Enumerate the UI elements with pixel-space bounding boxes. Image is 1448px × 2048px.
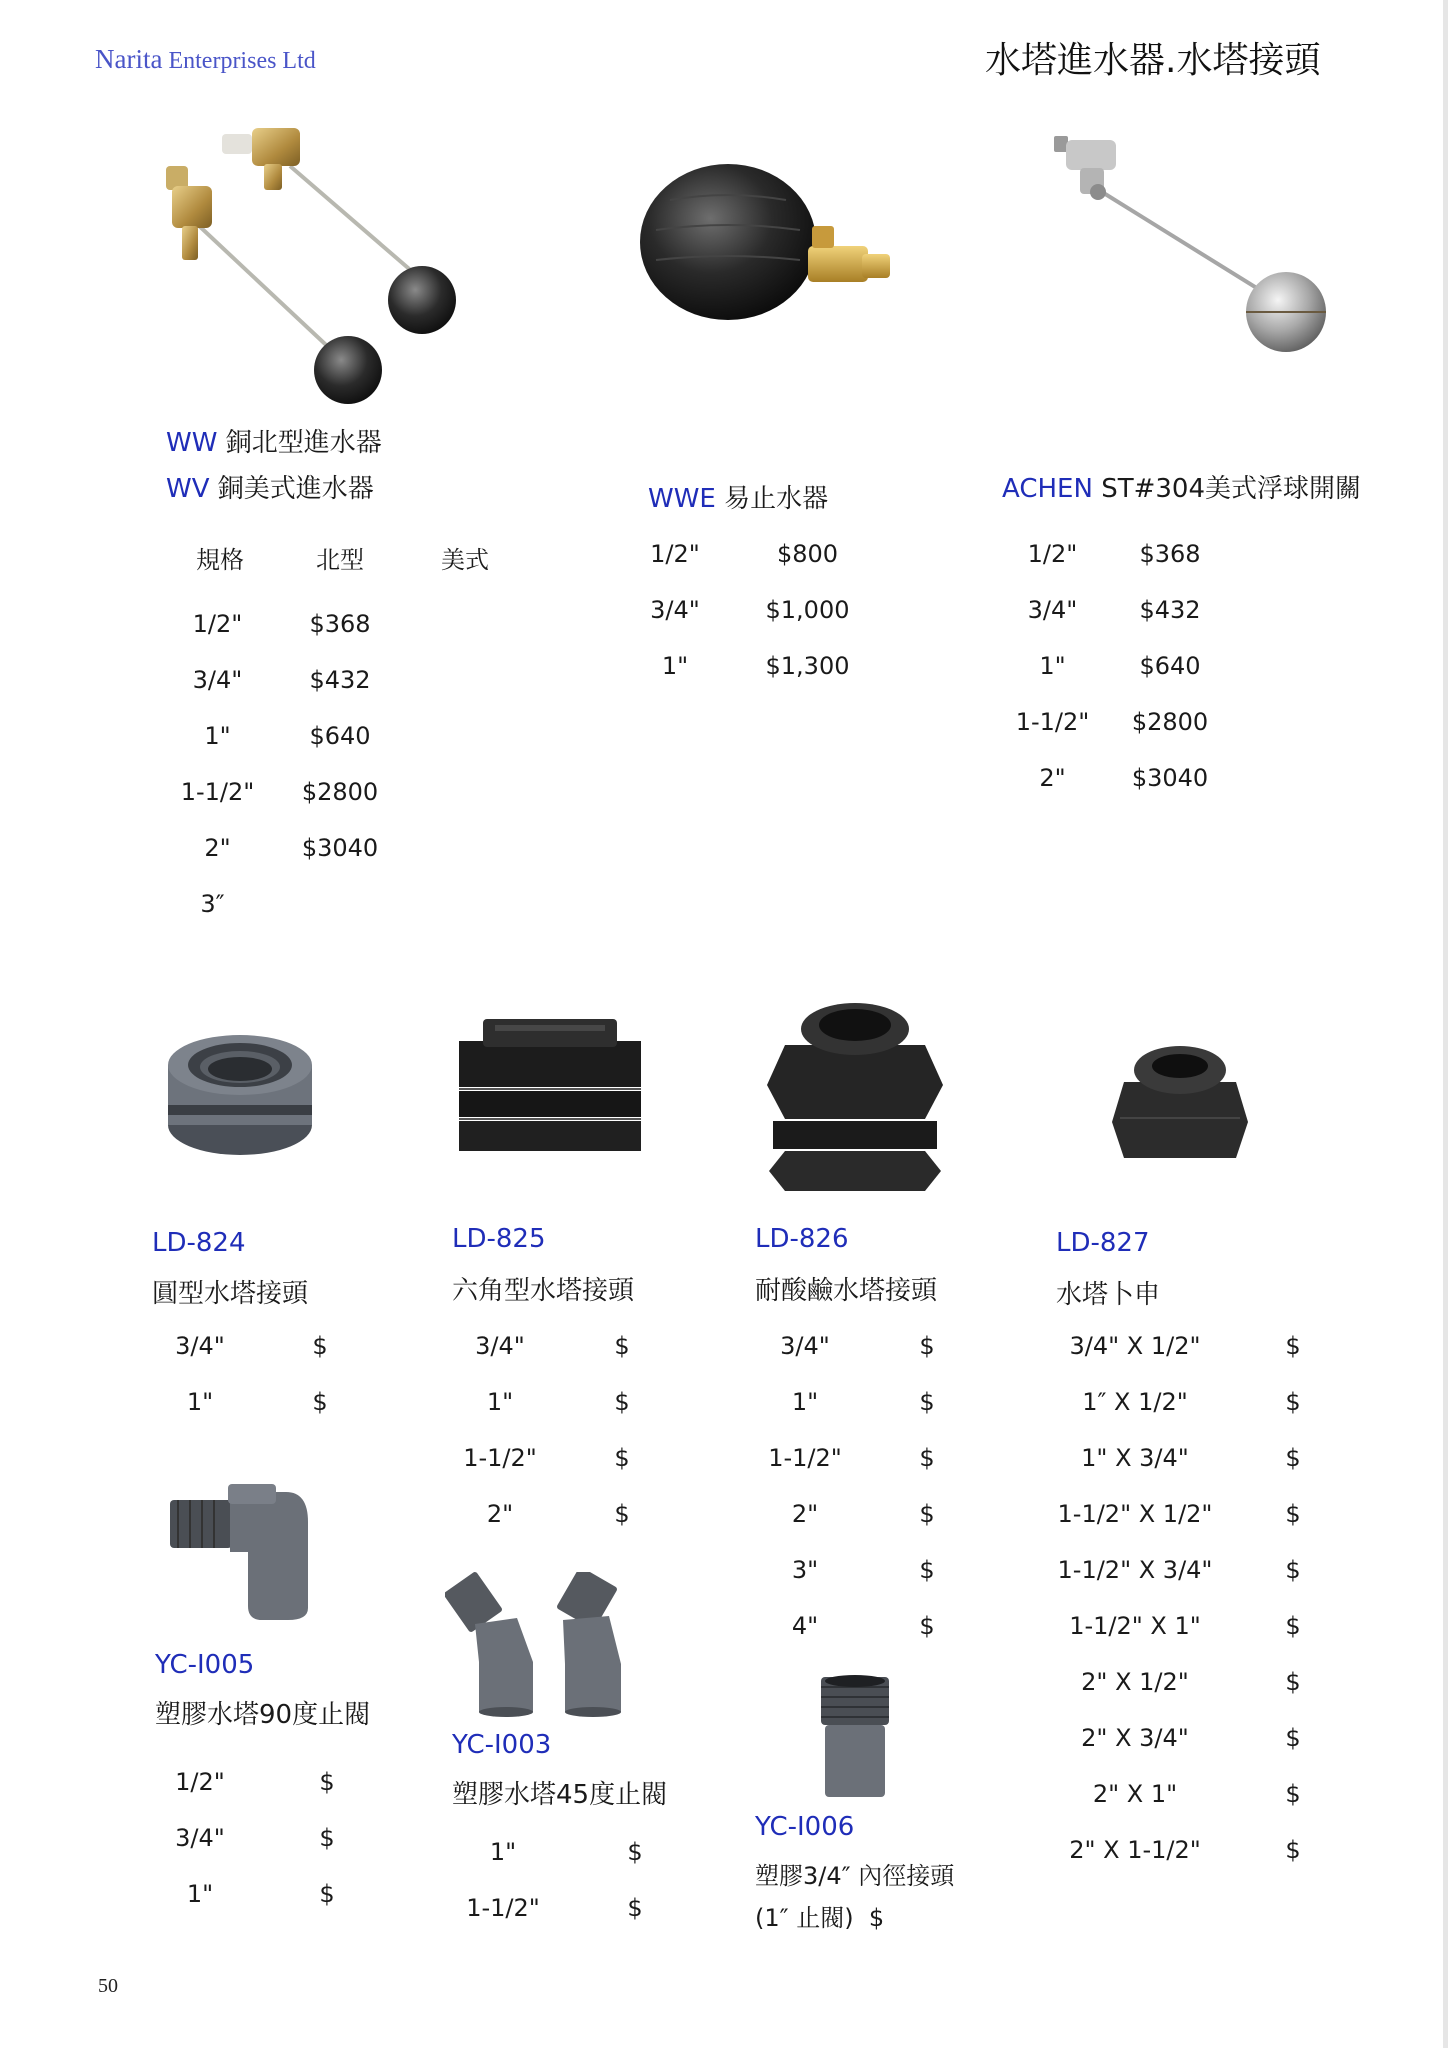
yc1005-price: $ <box>319 1768 335 1796</box>
ld825-size: 1" <box>486 1388 514 1416</box>
ld824-price: $ <box>312 1332 328 1360</box>
page-number: 50 <box>98 1975 118 1997</box>
ld826-code: LD-826 <box>755 1224 849 1254</box>
wwe-name: 易止水器 <box>724 484 829 514</box>
ww-header-american: 美式 <box>441 546 489 574</box>
achen-size: 3/4" <box>1027 596 1078 624</box>
brass-float-valve-photo <box>160 118 480 408</box>
yc1005-code: YC-I005 <box>155 1650 255 1680</box>
wwe-size: 3/4" <box>650 596 700 624</box>
ld826-size: 1-1/2" <box>768 1444 842 1472</box>
wwe-heading <box>648 478 828 515</box>
brand-rest: Enterprises Ltd <box>168 48 316 74</box>
ld826-size: 3" <box>791 1556 819 1584</box>
elbow-90-valve-photo <box>168 1482 318 1622</box>
yc1005-price: $ <box>319 1880 335 1908</box>
ld827-price: $ <box>1285 1332 1301 1360</box>
ld827-price: $ <box>1285 1780 1301 1808</box>
ww-name: 銅北型進水器 <box>225 428 382 458</box>
yc1005-size: 1/2" <box>175 1768 225 1796</box>
ld827-size: 3/4" X 1/2" <box>1069 1332 1201 1360</box>
ld825-price: $ <box>614 1388 630 1416</box>
acid-resistant-connector-photo <box>765 995 945 1195</box>
ld826-price: $ <box>919 1444 935 1472</box>
ww-price: $432 <box>309 666 371 694</box>
yc1005-size: 1" <box>186 1880 214 1908</box>
ld824-price: $ <box>312 1388 328 1416</box>
ld826-price: $ <box>919 1332 935 1360</box>
achen-price: $640 <box>1139 652 1201 680</box>
black-ball-float-valve-photo <box>640 160 900 320</box>
yc1003-price: $ <box>627 1838 643 1866</box>
ld824-code: LD-824 <box>152 1228 246 1258</box>
ld826-size: 1" <box>791 1388 819 1416</box>
ld827-price: $ <box>1285 1444 1301 1472</box>
wwe-price: $1,000 <box>765 596 850 624</box>
brand-name <box>95 44 316 75</box>
yc1005-name: 塑膠水塔90度止閥 <box>155 1700 371 1730</box>
ld825-code: LD-825 <box>452 1224 546 1254</box>
achen-price: $432 <box>1139 596 1201 624</box>
page-title: 水塔進水器.水塔接頭 <box>985 40 1321 81</box>
ww-price: $2800 <box>301 778 379 806</box>
page-edge <box>1443 0 1448 2048</box>
ld827-price: $ <box>1285 1612 1301 1640</box>
yc1005-size: 3/4" <box>175 1824 225 1852</box>
ld824-size: 1" <box>186 1388 214 1416</box>
wwe-price: $1,300 <box>765 652 850 680</box>
ww-code: WW <box>166 428 218 458</box>
achen-price: $368 <box>1139 540 1201 568</box>
ww-heading <box>166 422 382 459</box>
ld827-size: 1-1/2" X 1" <box>1069 1612 1201 1640</box>
ld826-size: 2" <box>791 1500 819 1528</box>
ld826-size: 4" <box>791 1612 819 1640</box>
achen-heading <box>1002 468 1361 505</box>
achen-size: 2" <box>1039 764 1066 792</box>
ld825-price: $ <box>614 1444 630 1472</box>
ww-size: 1-1/2" <box>180 778 255 806</box>
ld825-price: $ <box>614 1500 630 1528</box>
wwe-size: 1" <box>661 652 689 680</box>
wv-heading <box>166 468 374 505</box>
achen-size: 1-1/2" <box>1015 708 1090 736</box>
hex-tank-connector-photo <box>455 1015 645 1165</box>
achen-code: ACHEN <box>1002 474 1093 504</box>
ld827-price: $ <box>1285 1668 1301 1696</box>
wv-name: 銅美式進水器 <box>217 474 374 504</box>
ld825-size: 1-1/2" <box>463 1444 537 1472</box>
ld827-price: $ <box>1285 1388 1301 1416</box>
ww-size: 1/2" <box>192 610 243 638</box>
yc1003-code: YC-I003 <box>452 1730 552 1760</box>
yc1003-size: 1-1/2" <box>466 1894 540 1922</box>
ld827-size: 1" X 3/4" <box>1081 1444 1189 1472</box>
ld827-price: $ <box>1285 1556 1301 1584</box>
stainless-float-valve-photo <box>1040 130 1340 360</box>
straight-connector-photo <box>815 1675 895 1800</box>
ld827-code: LD-827 <box>1056 1228 1150 1258</box>
elbow-45-valve-photo <box>445 1572 660 1717</box>
ld827-size: 1-1/2" X 3/4" <box>1057 1556 1213 1584</box>
ww-price: $368 <box>309 610 371 638</box>
ld827-price: $ <box>1285 1836 1301 1864</box>
round-tank-connector-photo <box>165 1025 315 1165</box>
ld826-size: 3/4" <box>780 1332 830 1360</box>
ww-header-north: 北型 <box>316 546 364 574</box>
ld825-size: 2" <box>486 1500 514 1528</box>
ld824-name: 圓型水塔接頭 <box>152 1279 309 1309</box>
wwe-code: WWE <box>648 484 716 514</box>
yc1006-note: (1″ 止閥) $ <box>755 1904 885 1932</box>
wv-code: WV <box>166 474 210 504</box>
ld827-price: $ <box>1285 1500 1301 1528</box>
ld825-size: 3/4" <box>475 1332 525 1360</box>
wwe-size: 1/2" <box>650 540 700 568</box>
ww-size: 1" <box>204 722 231 750</box>
ld827-name: 水塔卜申 <box>1056 1280 1161 1310</box>
ld826-price: $ <box>919 1500 935 1528</box>
ld826-price: $ <box>919 1556 935 1584</box>
yc1005-price: $ <box>319 1824 335 1852</box>
ld826-price: $ <box>919 1612 935 1640</box>
ld827-size: 2" X 1/2" <box>1081 1668 1189 1696</box>
ww-size: 2" <box>204 834 231 862</box>
ld827-size: 2" X 3/4" <box>1081 1724 1189 1752</box>
yc1003-name: 塑膠水塔45度止閥 <box>452 1780 668 1810</box>
yc1006-name: 塑膠3/4″ 內徑接頭 <box>755 1862 955 1890</box>
ww-price: $3040 <box>301 834 379 862</box>
ld827-size: 1″ X 1/2" <box>1082 1388 1188 1416</box>
wwe-price: $800 <box>776 540 839 568</box>
ld826-price: $ <box>919 1388 935 1416</box>
ww-price: $640 <box>309 722 371 750</box>
brand-main: Narita <box>95 44 163 74</box>
yc1003-size: 1" <box>489 1838 517 1866</box>
reducing-bushing-photo <box>1110 1040 1250 1165</box>
ww-size: 3/4" <box>192 666 243 694</box>
achen-size: 1/2" <box>1027 540 1078 568</box>
achen-name: ST#304美式浮球開關 <box>1101 474 1361 504</box>
achen-price: $3040 <box>1131 764 1209 792</box>
ld827-size: 1-1/2" X 1/2" <box>1057 1500 1213 1528</box>
achen-price: $2800 <box>1131 708 1209 736</box>
ld827-size: 2" X 1" <box>1092 1780 1178 1808</box>
ld824-size: 3/4" <box>175 1332 225 1360</box>
ld825-price: $ <box>614 1332 630 1360</box>
ld825-name: 六角型水塔接頭 <box>452 1276 635 1306</box>
yc1003-price: $ <box>627 1894 643 1922</box>
ld827-price: $ <box>1285 1724 1301 1752</box>
yc1006-code: YC-I006 <box>755 1812 855 1842</box>
ld826-name: 耐酸鹼水塔接頭 <box>755 1276 938 1306</box>
ww-header-size: 規格 <box>196 546 244 574</box>
ww-size: 3″ <box>200 890 225 918</box>
achen-size: 1" <box>1039 652 1066 680</box>
ld827-size: 2" X 1-1/2" <box>1069 1836 1201 1864</box>
